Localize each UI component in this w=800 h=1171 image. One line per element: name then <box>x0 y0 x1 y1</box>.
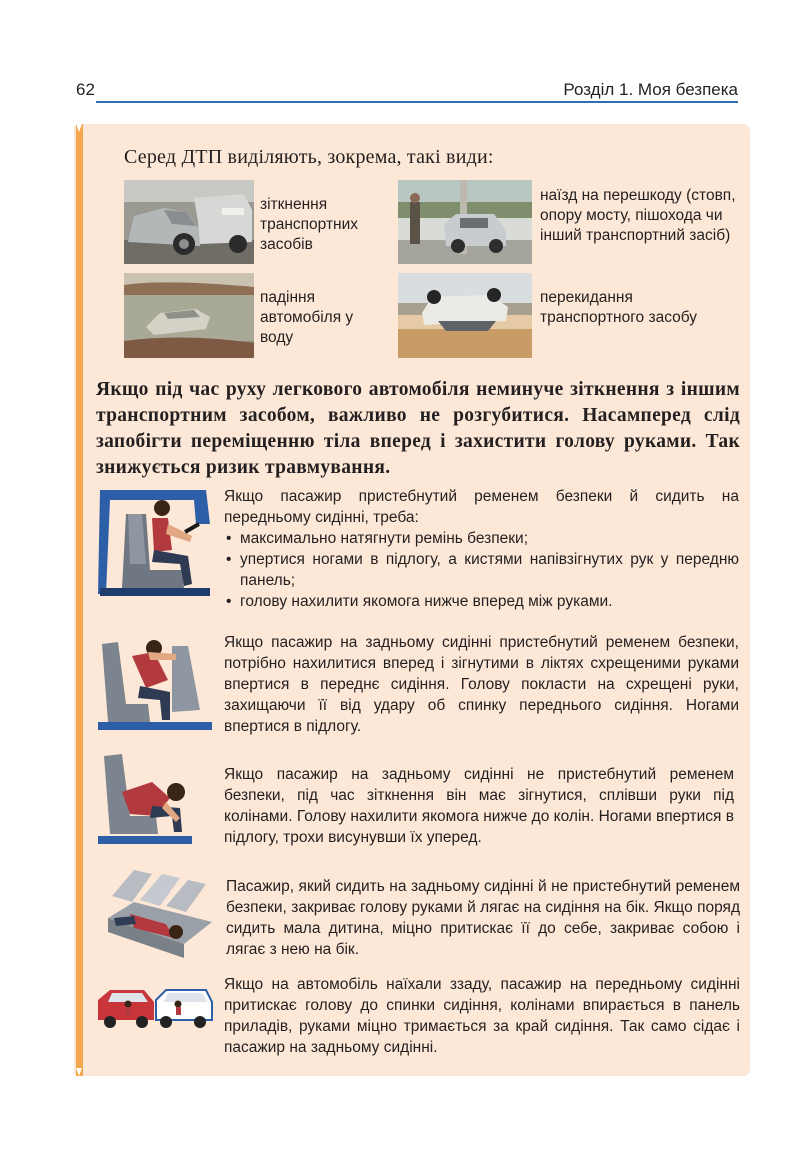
collision-photo <box>124 180 254 264</box>
rear-impact-illustration <box>96 984 214 1030</box>
rear-belted-paragraph: Якщо пасажир на задньому сидінні пристебнутий ременем безпеки, потрібно нахилитися вперед і зігнутими в ліктях схрещеними руками впертися в переднє сидіння. Голову покласти на схрещені руки, захищаючи її від удару об спинку переднього сидіння. Ногами впертися в підлогу. <box>224 634 739 735</box>
front-seat-list <box>224 528 739 612</box>
intro-heading: Серед ДТП виділяють, зокрема, такі види: <box>124 146 494 168</box>
front-seat-illustration <box>96 484 214 602</box>
water-photo <box>124 273 254 358</box>
rear-unbelted-illustration <box>96 752 194 848</box>
rear-lie-down-illustration <box>104 866 216 970</box>
rear-belted-illustration <box>96 630 214 732</box>
sidebar-arrow-top-icon <box>76 124 82 132</box>
list-item: • упертися ногами в підлогу, а кистями напівзігнутих рук у передню панель; <box>224 549 739 591</box>
front-seat-lead: Якщо пасажир пристебнутий ременем безпеки й сидить на передньому сидінні, треба: <box>224 488 739 526</box>
rear-impact-paragraph: Якщо на автомобіль наїхали ззаду, пасажир на передньому сидінні притискає голову до спинки сидіння, колінами впирається в панель приладів, руками міцно тримається за край сидіння. Так само сідає і пасажир на задньому сидінні. <box>224 976 740 1056</box>
page-number: 62 <box>76 80 95 99</box>
sidebar-bar <box>76 124 83 1076</box>
section-title: Розділ 1. Моя безпека <box>563 80 738 99</box>
obstacle-photo <box>398 180 532 264</box>
caption-obstacle: наїзд на перешкоду (стовп, опору мосту, пішохода чи інший транспортний засіб) <box>540 187 736 244</box>
front-seat-paragraph <box>224 486 739 612</box>
rear-unbelted-paragraph: Якщо пасажир на задньому сидінні не пристебнутий ременем безпеки, під час зіткнення він має зігнутися, сплівши руки під колінами. Голову нахилити якомога нижче до колін. Ногами впертися в підлогу, трохи висунувши їх уперед. <box>224 766 734 846</box>
bold-paragraph: Якщо під час руху легкового автомобіля неминуче зіткнення з іншим транспортним засобом, важливо не розгубитися. Насамперед слід запобігти переміщенню тіла вперед і захистити голову руками. Так знижується ризик травмування. <box>96 379 740 478</box>
list-item: • голову нахилити якомога нижче вперед між руками. <box>224 591 739 612</box>
caption-collision: зіткнення транспортних засобів <box>260 196 359 253</box>
rollover-photo <box>398 273 532 358</box>
header-rule <box>96 101 738 103</box>
caption-water: падіння автомобіля у воду <box>260 289 354 346</box>
caption-rollover: перекидання транспортного засобу <box>540 289 698 326</box>
list-item: • максимально натягнути ремінь безпеки; <box>224 528 739 549</box>
sidebar-arrow-bottom-icon <box>76 1068 82 1076</box>
rear-lie-down-paragraph: Пасажир, який сидить на задньому сидінні й не пристебнутий ременем безпеки, закриває голову руками й лягає на сидіння на бік. Якщо поряд сидить мала дитина, міцно притискає її до себе, закриває собою і лягає з нею на бік. <box>226 878 740 958</box>
